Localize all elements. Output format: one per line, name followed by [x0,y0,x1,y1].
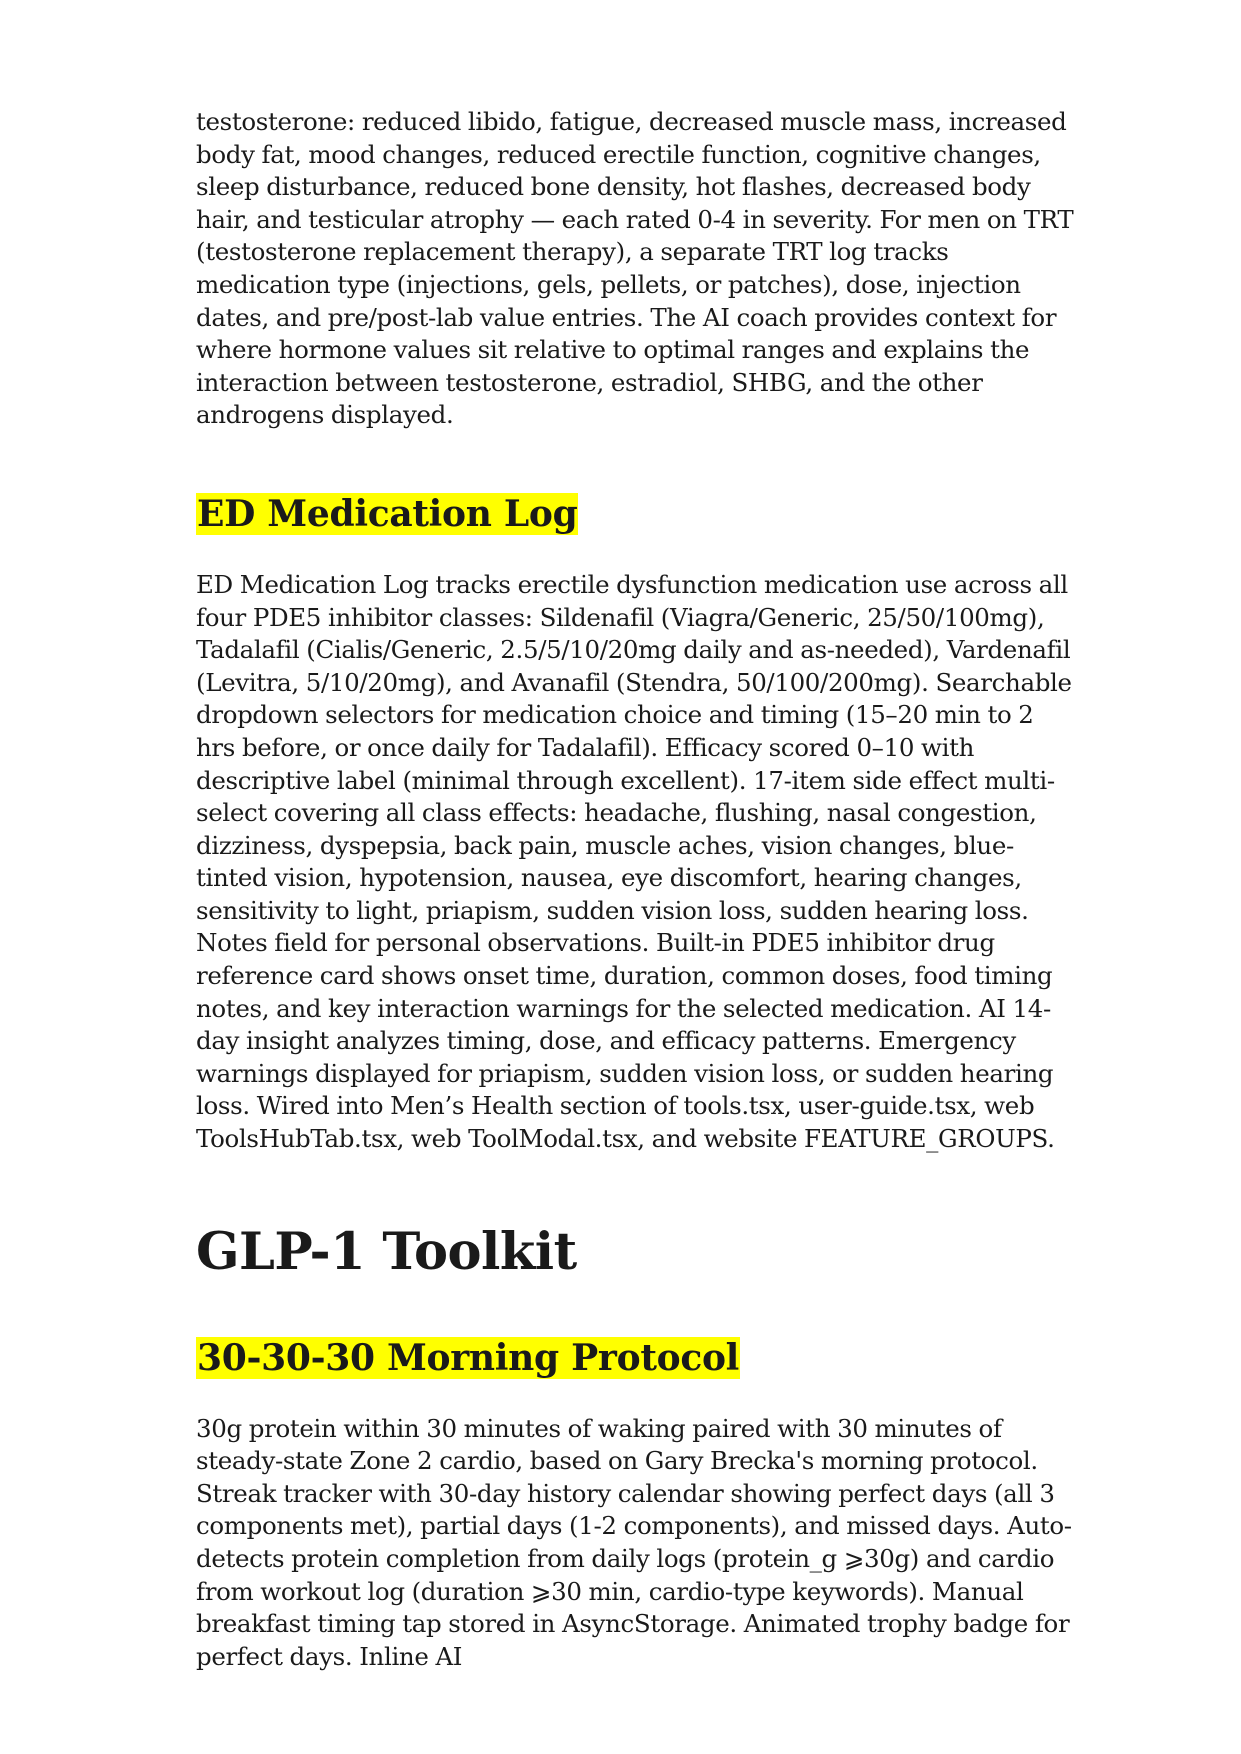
morning-protocol-heading [196,1336,1076,1380]
ed-medication-log-paragraph: ED Medication Log tracks erectile dysfunction medication use across all four PDE5 inhibitor classes: Sildenafil (Viagra/Generic, 25/50/100mg), Tadalafil (Cialis/Generic, 2.5/5/10/20mg daily and as-needed), Vardenafil (Levitra, 5/10/20mg), and Avanafil (Stendra, 50/100/200mg). Searchable dropdown selectors for medication choice and timing (15–20 min to 2 hrs before, or once daily for Tadalafil). Efficacy scored 0–10 with descriptive label (minimal through excellent). 17-item side effect multi-select covering all class effects: headache, flushing, nasal congestion, dizziness, dyspepsia, back pain, muscle aches, vision changes, blue-tinted vision, hypotension, nausea, eye discomfort, hearing changes, sensitivity to light, priapism, sudden vision loss, sudden hearing loss. Notes field for personal observations. Built-in PDE5 inhibitor drug reference card shows onset time, duration, common doses, food timing notes, and key interaction warnings for the selected medication. AI 14-day insight analyzes timing, dose, and efficacy patterns. Emergency warnings displayed for priapism, sudden vision loss, or sudden hearing loss. Wired into Men’s Health section of tools.tsx, user-guide.tsx, web ToolsHubTab.tsx, web ToolModal.tsx, and website FEATURE_GROUPS. [196,569,1072,1154]
document-page [196,106,1076,1673]
morning-protocol-paragraph: 30g protein within 30 minutes of waking paired with 30 minutes of steady-state Zone 2 cardio, based on Gary Brecka's morning protocol. Streak tracker with 30-day history calendar showing perfect days (all 3 components met), partial days (1-2 components), and missed days. Auto-detects protein completion from daily logs (protein_g ⩾30g) and cardio from workout log (duration ⩾30 min, cardio-type keywords). Manual breakfast timing tap stored in AsyncStorage. Animated trophy badge for perfect days. Inline AI [196,1413,1072,1671]
intro-paragraph: testosterone: reduced libido, fatigue, decreased muscle mass, increased body fat, mood changes, reduced erectile function, cognitive changes, sleep disturbance, reduced bone density, hot flashes, decreased body hair, and testicular atrophy — each rated 0-4 in severity. For men on TRT (testosterone replacement therapy), a separate TRT log tracks medication type (injections, gels, pellets, or patches), dose, injection dates, and pre/post-lab value entries. The AI coach provides context for where hormone values sit relative to optimal ranges and explains the interaction between testosterone, estradiol, SHBG, and the other androgens displayed. [196,107,1074,430]
glp1-toolkit-heading: GLP-1 Toolkit [196,1221,577,1282]
ed-medication-log-heading-text: ED Medication Log [197,492,578,535]
ed-medication-log-heading [196,492,1076,536]
morning-protocol-heading-text: 30-30-30 Morning Protocol [197,1336,740,1379]
